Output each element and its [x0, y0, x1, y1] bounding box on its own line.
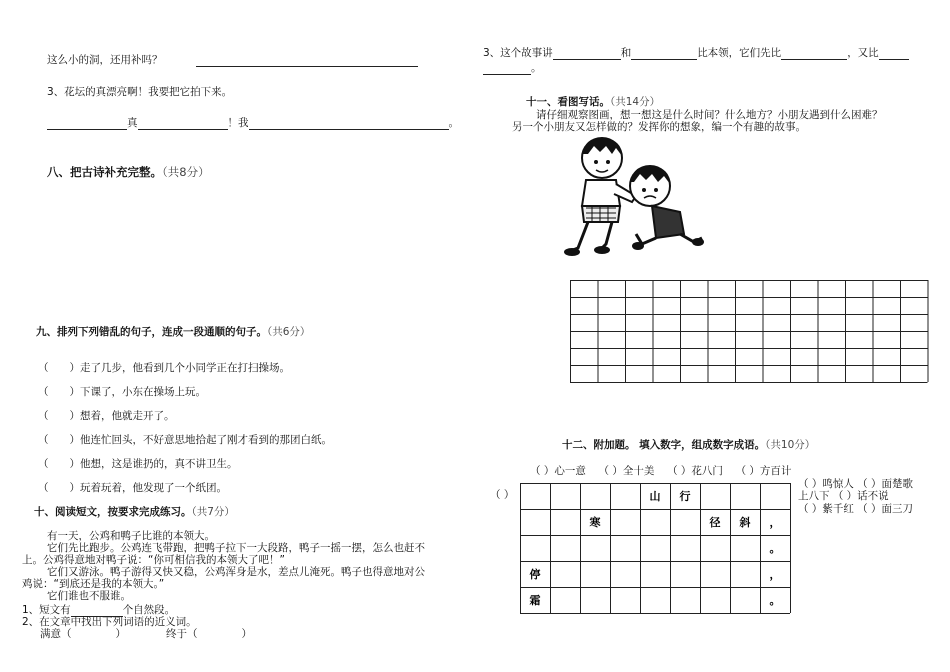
section-11-prompt: 请仔细观察图画，想一想这是什么时间？什么地方？小朋友遇到什么困难？ [536, 109, 883, 121]
question-3-fill: 真 ！我 。 [47, 117, 459, 130]
question-3-story: 3、这个故事讲 和 比本领，它们先比 ，又比 [483, 47, 909, 60]
story-line: 鸡说：“到底还是我的本领大。” [22, 578, 165, 590]
story-line: 它们先比跑步。公鸡连飞带跑，把鸭子拉下一大段路，鸭子一摇一摆，怎么也赶不 [47, 542, 425, 554]
answer-blank[interactable] [47, 118, 127, 130]
section-11-prompt: 另一个小朋友又怎样做的？发挥你的想象，编一个有趣的故事。 [512, 121, 806, 133]
ordering-sentence: 他连忙回头，不好意思地拾起了刚才看到的那团白纸。 [80, 434, 332, 446]
idiom-line[interactable]: （ ）紫千红 （ ）面三刀 [798, 503, 914, 515]
grid-char: 。 [769, 594, 781, 607]
ordering-item [38, 434, 332, 447]
section-11-title: 十一、看图写话。（共14分） [526, 96, 661, 108]
ordering-sentence: 他想，这是谁扔的，真不讲卫生。 [80, 458, 238, 470]
grid-char: 斜 [739, 516, 751, 529]
grid-char: 径 [709, 516, 721, 529]
order-paren[interactable]: （ ） [38, 458, 80, 470]
grid-char: 山 [649, 490, 661, 503]
ordering-item [38, 458, 238, 471]
left-paren[interactable]: （ ） [490, 489, 515, 501]
ordering-item [38, 482, 227, 495]
ordering-sentence: 想着，他就走开了。 [80, 410, 175, 422]
question-2-synonyms: 2、在文章中找出下列词语的近义词。 [22, 616, 197, 628]
question-1-paragraphs: 1、短文有 个自然段。 [22, 604, 176, 616]
story-line: 它们又游泳。鸭子游得又快又稳，公鸡浑身是水，差点儿淹死。鸭子也得意地对公 [47, 566, 425, 578]
story-line: 有一天，公鸡和鸭子比谁的本领大。 [47, 530, 215, 542]
answer-blank[interactable] [196, 55, 418, 67]
section-9-title: 九、排列下列错乱的句子，连成一段通顺的句子。（共6分） [36, 326, 311, 338]
ordering-sentence: 玩着玩着，他发现了一个纸团。 [80, 482, 227, 494]
grid-char: 寒 [589, 516, 601, 529]
grid-char: 行 [679, 490, 691, 503]
order-paren[interactable]: （ ） [38, 386, 80, 398]
order-paren[interactable]: （ ） [38, 482, 80, 494]
writing-grid[interactable] [570, 280, 930, 384]
idiom[interactable]: （ ）心一意 [530, 465, 586, 477]
answer-blank[interactable] [138, 118, 228, 130]
answer-blank[interactable] [483, 63, 531, 75]
ordering-item [38, 362, 290, 375]
answer-blank[interactable] [781, 48, 847, 60]
grid-char: ， [769, 516, 781, 529]
synonym-words: 满意（ ） 终于（ ） [40, 628, 252, 640]
grid-char: ， [769, 568, 781, 581]
idiom[interactable]: （ ）全十美 [598, 465, 655, 477]
answer-blank[interactable] [631, 48, 697, 60]
question-small-hole: 这么小的洞，还用补吗？ [47, 54, 418, 67]
cartoon-two-children-illustration [556, 134, 706, 260]
answer-blank[interactable] [249, 118, 449, 130]
section-8-title: 八、把古诗补充完整。（共8分） [47, 165, 210, 179]
answer-blank[interactable] [879, 48, 909, 60]
ordering-sentence: 走了几步，他看到几个小同学正在打扫操场。 [80, 362, 290, 374]
idiom-poem-grid[interactable] [520, 483, 792, 615]
grid-char: 霜 [529, 594, 541, 607]
idiom-line[interactable]: （ ）鸣惊人 （ ）面楚歌 [798, 478, 914, 490]
question-3-story-cont: 。 [483, 62, 542, 75]
order-paren[interactable]: （ ） [38, 410, 80, 422]
question-3-flower: 3、花坛的真漂亮啊！我要把它拍下来。 [47, 86, 233, 98]
ordering-item [38, 410, 175, 423]
grid-char: 停 [529, 568, 541, 581]
section-10-title: 十、阅读短文，按要求完成练习。（共7分） [34, 506, 235, 518]
section-12-title: 十二、附加题。 填入数字，组成数字成语。（共10分） [562, 439, 816, 451]
idiom-line[interactable]: 上八下 （ ）话不说 [798, 490, 889, 502]
story-line: 它们谁也不服谁。 [47, 590, 131, 602]
ordering-sentence: 下课了，小东在操场上玩。 [80, 386, 206, 398]
grid-char: 。 [769, 542, 781, 555]
story-line: 上。公鸡得意地对鸭子说：“你可相信我的本领大了吧！” [22, 554, 285, 566]
ordering-item [38, 386, 206, 399]
order-paren[interactable]: （ ） [38, 362, 80, 374]
answer-blank[interactable] [553, 48, 621, 60]
idioms-row [530, 465, 791, 478]
order-paren[interactable]: （ ） [38, 434, 80, 446]
idiom[interactable]: （ ）花八门 [667, 465, 723, 477]
idiom[interactable]: （ ）方百计 [735, 465, 792, 477]
